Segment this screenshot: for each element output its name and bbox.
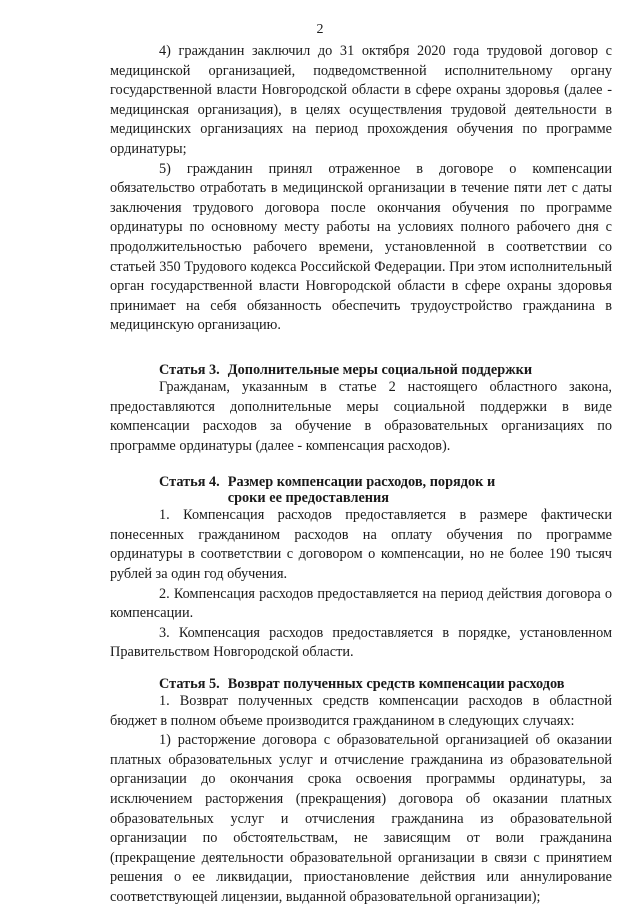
paragraph-item-5: 5) гражданин принял отраженное в договоре о компенсации обязательство отработать в медицинской организации в течение пяти лет с даты заключения трудового договора после окончания обучения по программе ординатуры по основному месту работы на условиях полного рабочего дня с продолжительностью рабочего времени, установленной в соответствии со статьей 350 Трудового кодекса Российской Федерации. При этом исполнительный орган государственной власти Новгородской области в сфере охраны здоровья принимает на себя обязанность обеспечить трудоустройство гражданина в медицинскую организацию.: [110, 160, 612, 334]
article-4-paragraph-2: 2. Компенсация расходов предоставляется на период действия договора о компенсации.: [110, 585, 612, 622]
paragraph-item-4: 4) гражданин заключил до 31 октября 2020 года трудовой договор с медицинской организацией, подведомственной исполнительному органу государственной власти Новгородской области в сфере охраны здоровья (далее - медицинская организация), в целях осуществления трудовой деятельности в медицинских организациях на период прохождения обучения по программе ординатуры;: [110, 43, 612, 157]
article-4-paragraph-1: 1. Компенсация расходов предоставляется в размере фактически понесенных гражданином расходов на оплату обучения по программе ординатуры в соответствии с договором о компенсации, но не более 190 тысяч рублей за один год обучения.: [110, 507, 612, 583]
article-5-number: Статья 5.: [159, 676, 220, 693]
article-3-paragraph: Гражданам, указанным в статье 2 настоящего областного закона, предоставляются дополнительные меры социальной поддержки в виде компенсации расходов за обучение в образовательных организациях по программе ординатуры (далее - компенсация расходов).: [110, 378, 612, 454]
article-4-title: Размер компенсации расходов, порядок и сроки ее предоставления: [227, 474, 496, 507]
article-3-title: Дополнительные меры социальной поддержки: [227, 361, 533, 378]
article-5-title: Возврат полученных средств компенсации расходов: [227, 676, 565, 693]
article-5-paragraph-2: 1) расторжение договора с образовательной организацией об оказании платных образовательных услуг и отчисление гражданина из образовательной организации до окончания срока освоения программы ординатуры, за исключением расторжения (прекращения) договора об оказании платных образовательных услуг и отчисления гражданина из образовательной организации по обстоятельствам, не зависящим от воли гражданина (прекращение деятельности образовательной организации в связи с принятием решения о ее ликвидации, приостановление действия или аннулирование соответствующей лицензии, выданной образовательной организации);: [110, 732, 612, 905]
article-5-paragraph-1: 1. Возврат полученных средств компенсации расходов в областной бюджет в полном объеме производится гражданином в следующих случаях:: [110, 693, 612, 729]
article-4-number: Статья 4.: [159, 474, 220, 491]
article-3-number: Статья 3.: [159, 361, 220, 378]
document-body: [110, 42, 612, 908]
article-3-heading: [110, 362, 612, 378]
article-5-heading: [110, 676, 612, 692]
page-number: 2: [316, 22, 324, 37]
article-4-paragraph-3: 3. Компенсация расходов предоставляется в порядке, установленном Правительством Новгородской области.: [110, 624, 612, 661]
article-4-heading: [110, 474, 612, 506]
